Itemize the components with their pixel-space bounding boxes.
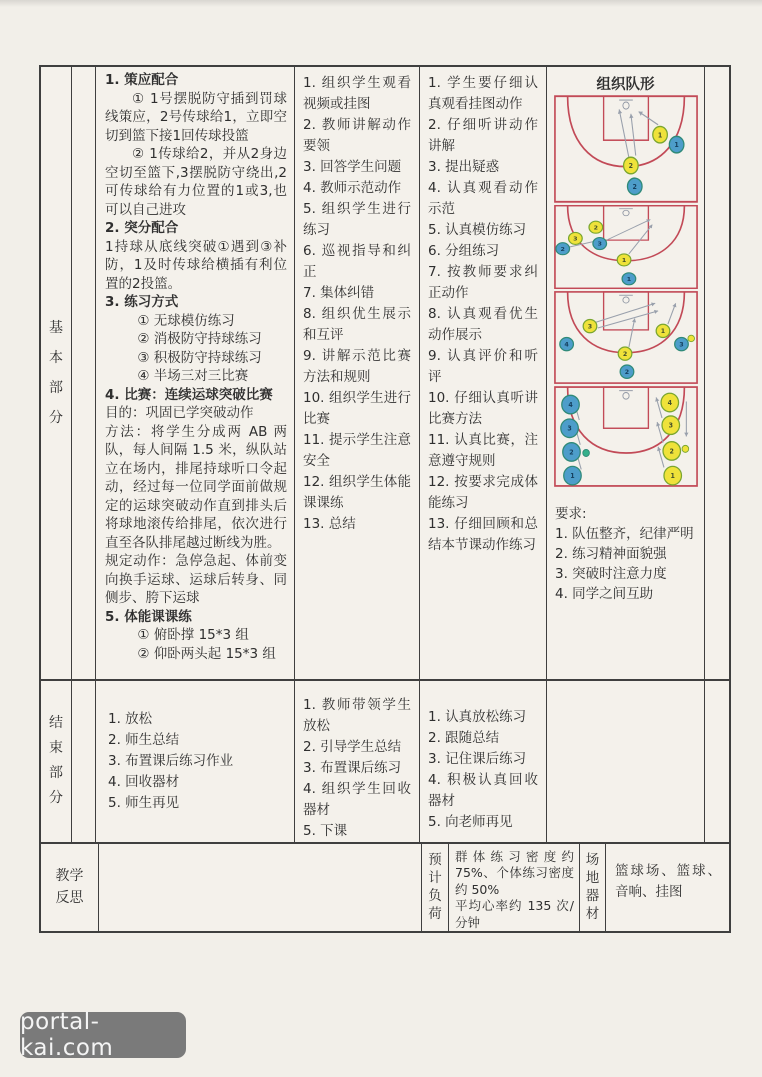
requirement-item: 2. 练习精神面貌强 (555, 546, 667, 562)
court-diagram-3 (553, 290, 699, 385)
content-line: ① 俯卧撑 15*3 组 (137, 627, 249, 643)
load-text-line: 平均心率约 135 次/分钟 (455, 898, 574, 930)
organization-column (547, 67, 705, 679)
venue-label-cell (580, 844, 606, 932)
venue-text-cell (606, 844, 729, 932)
teacher-step: 12. 组织学生体能课课练 (303, 474, 411, 511)
content-line: 1持球从底线突破①遇到③补防，1及时传球给横插有利位置的2投篮。 (105, 238, 287, 292)
teacher-step: 5. 组织学生进行练习 (303, 201, 411, 238)
ending-teacher-step: 3. 布置课后练习 (303, 759, 402, 776)
content-line: ① 1号摆脱防守插到罚球线策应，2号传球给1，立即空切到篮下接1回传球投篮 (105, 90, 287, 144)
requirement-item: 1. 队伍整齐，纪律严明 (555, 526, 694, 542)
content-line: 1. 策应配合 (105, 72, 179, 88)
content-line: ② 1传球给2，并从2身边空切至篮下,3摆脱防守绕出,2可传球给有力位置的1或3,也可以自己进攻 (105, 146, 287, 218)
spacer-column (72, 681, 96, 842)
student-step: 7. 按教师要求纠正动作 (428, 264, 538, 301)
ending-teacher-step: 4. 组织学生回收器材 (303, 780, 411, 818)
scan-edge-shadow (0, 0, 762, 7)
ending-student-step: 4. 积极认真回收器材 (428, 771, 538, 809)
ending-teacher-step: 1. 教师带领学生放松 (303, 696, 411, 734)
svg-text:4: 4 (667, 398, 673, 408)
student-step: 2. 仔细听讲动作讲解 (428, 117, 538, 154)
ending-student-column (420, 681, 547, 842)
content-line: 方法：将学生分成两 AB 两队，每人间隔 1.5 米，纵队站立在场内，排尾持球听口令起动，经过每一位同学面前做规定的运球突破动作直到排头后将球地滚传给排尾，依次进行直至各队排尾越过断线为胜。 (105, 423, 287, 551)
svg-text:2: 2 (593, 224, 599, 232)
svg-text:2: 2 (632, 182, 637, 192)
spacer-column (72, 67, 96, 679)
svg-text:2: 2 (669, 447, 674, 456)
teacher-step: 4. 教师示范动作 (303, 180, 402, 196)
ending-teacher-column (295, 681, 420, 842)
svg-text:3: 3 (567, 424, 572, 433)
student-step: 11. 认真比赛，注意遵守规则 (428, 432, 538, 469)
watermark-badge (20, 1009, 186, 1061)
load-text-line: 群体练习密度约75%、个体练习密度约 50% (455, 848, 574, 897)
venue-label: 场地器材 (585, 852, 600, 923)
student-step: 12. 按要求完成体能练习 (428, 474, 538, 511)
reflection-empty-cell (99, 844, 422, 932)
ending-content-line: 1. 放松 (108, 710, 153, 727)
teacher-step: 10. 组织学生进行比赛 (303, 390, 411, 427)
basic-section-label: 基本部分 (49, 319, 63, 426)
teacher-step: 9. 讲解示范比赛方法和规则 (303, 348, 411, 385)
load-label-cell (422, 844, 449, 932)
svg-text:3: 3 (668, 421, 673, 430)
teacher-step: 8. 组织优生展示和互评 (303, 306, 411, 343)
lesson-plan-table (39, 65, 731, 933)
requirement-item: 4. 同学之间互助 (555, 586, 654, 602)
svg-text:2: 2 (628, 161, 634, 171)
ending-content-line: 4. 回收器材 (108, 773, 180, 790)
basic-student-column (420, 67, 547, 679)
basic-section-row (41, 67, 729, 681)
footer-row (41, 844, 729, 932)
ending-content-line: 3. 布置课后练习作业 (108, 752, 234, 769)
content-line: 2. 突分配合 (105, 220, 179, 236)
student-step: 13. 仔细回顾和总结本节课动作练习 (428, 516, 538, 553)
svg-text:3: 3 (679, 341, 684, 349)
requirements-block (553, 504, 698, 604)
right-margin-column (705, 67, 729, 679)
content-line: 目的：巩固已学突破动作 (105, 405, 254, 421)
ending-student-step: 3. 记住课后练习 (428, 750, 527, 767)
ending-content-line: 2. 师生总结 (108, 731, 180, 748)
ending-empty-column (547, 681, 705, 842)
svg-text:4: 4 (564, 341, 569, 349)
teacher-step: 6. 巡视指导和纠正 (303, 243, 411, 280)
student-step: 5. 认真模仿练习 (428, 222, 527, 238)
content-line: ③ 积极防守持球练习 (137, 349, 262, 366)
svg-text:1: 1 (570, 471, 575, 481)
load-label: 预计负荷 (428, 852, 442, 923)
svg-text:1: 1 (626, 276, 632, 283)
teacher-step: 3. 回答学生问题 (303, 159, 402, 175)
content-line: 规定动作：急停急起、体前变向换手运球、运球后转身、同侧步、胯下运球 (105, 553, 287, 606)
content-line: ① 无球模仿练习 (137, 312, 235, 329)
reflection-label: 教学反思 (55, 868, 84, 907)
student-step: 3. 提出疑惑 (428, 159, 500, 175)
basic-section-label-cell (41, 67, 72, 679)
student-step: 6. 分组练习 (428, 243, 500, 259)
svg-text:3: 3 (597, 240, 602, 248)
right-margin-column (705, 681, 729, 842)
ending-student-step: 1. 认真放松练习 (428, 708, 527, 725)
ending-section-label: 结束部分 (49, 715, 63, 806)
svg-text:2: 2 (560, 246, 565, 253)
svg-text:2: 2 (624, 369, 630, 376)
svg-text:1: 1 (660, 328, 666, 336)
ending-section-label-cell (41, 681, 72, 842)
svg-text:4: 4 (568, 400, 573, 410)
teacher-step: 7. 集体纠错 (303, 285, 375, 301)
svg-text:1: 1 (670, 471, 675, 481)
watermark-text: portal-kai.com (20, 1009, 114, 1061)
organization-title: 组织队形 (596, 77, 655, 93)
student-step: 4. 认真观看动作示范 (428, 180, 538, 217)
ending-teacher-step: 5. 下课 (303, 822, 348, 839)
svg-text:1: 1 (657, 130, 663, 140)
ending-content-column (96, 681, 295, 842)
content-line: ② 消极防守持球练习 (137, 331, 262, 347)
svg-text:1: 1 (621, 257, 627, 264)
ending-content-line: 5. 师生再见 (108, 794, 180, 811)
content-line: ④ 半场三对三比赛 (137, 368, 249, 384)
court-diagram-2 (553, 204, 699, 290)
teacher-step: 11. 提示学生注意安全 (303, 432, 411, 469)
ending-section-row (41, 681, 729, 844)
content-line: 5. 体能课课练 (105, 608, 192, 625)
teacher-step: 1. 组织学生观看视频或挂图 (303, 75, 411, 112)
ending-student-step: 2. 跟随总结 (428, 729, 500, 746)
student-step: 1. 学生要仔细认真观看挂图动作 (428, 75, 538, 112)
requirements-title: 要求: (555, 506, 587, 522)
court-diagram-4 (553, 385, 699, 488)
court-diagram-1 (553, 94, 699, 204)
requirements-list (555, 524, 698, 604)
venue-text: 篮球场、篮球、音响、挂图 (615, 862, 721, 900)
teacher-step: 2. 教师讲解动作要领 (303, 117, 411, 154)
student-step: 8. 认真观看优生动作展示 (428, 306, 538, 343)
svg-text:1: 1 (674, 140, 679, 150)
teacher-step: 13. 总结 (303, 516, 356, 532)
svg-text:2: 2 (569, 448, 574, 457)
ending-teacher-step: 2. 引导学生总结 (303, 738, 402, 755)
ending-student-step: 5. 向老师再见 (428, 813, 513, 830)
student-step: 10. 仔细认真听讲比赛方法 (428, 390, 538, 427)
reflection-label-cell (41, 844, 99, 932)
content-line: 4. 比赛：连续运球突破比赛 (105, 386, 273, 403)
content-line: 3. 练习方式 (105, 294, 179, 310)
basic-content-column (96, 67, 295, 679)
svg-text:3: 3 (573, 235, 578, 243)
svg-text:3: 3 (587, 323, 593, 331)
svg-text:2: 2 (622, 350, 628, 358)
basic-teacher-column (295, 67, 420, 679)
content-line: ② 仰卧两头起 15*3 组 (137, 645, 276, 662)
student-step: 9. 认真评价和听评 (428, 348, 538, 385)
requirement-item: 3. 突破时注意力度 (555, 566, 667, 582)
load-text-cell (449, 844, 580, 932)
